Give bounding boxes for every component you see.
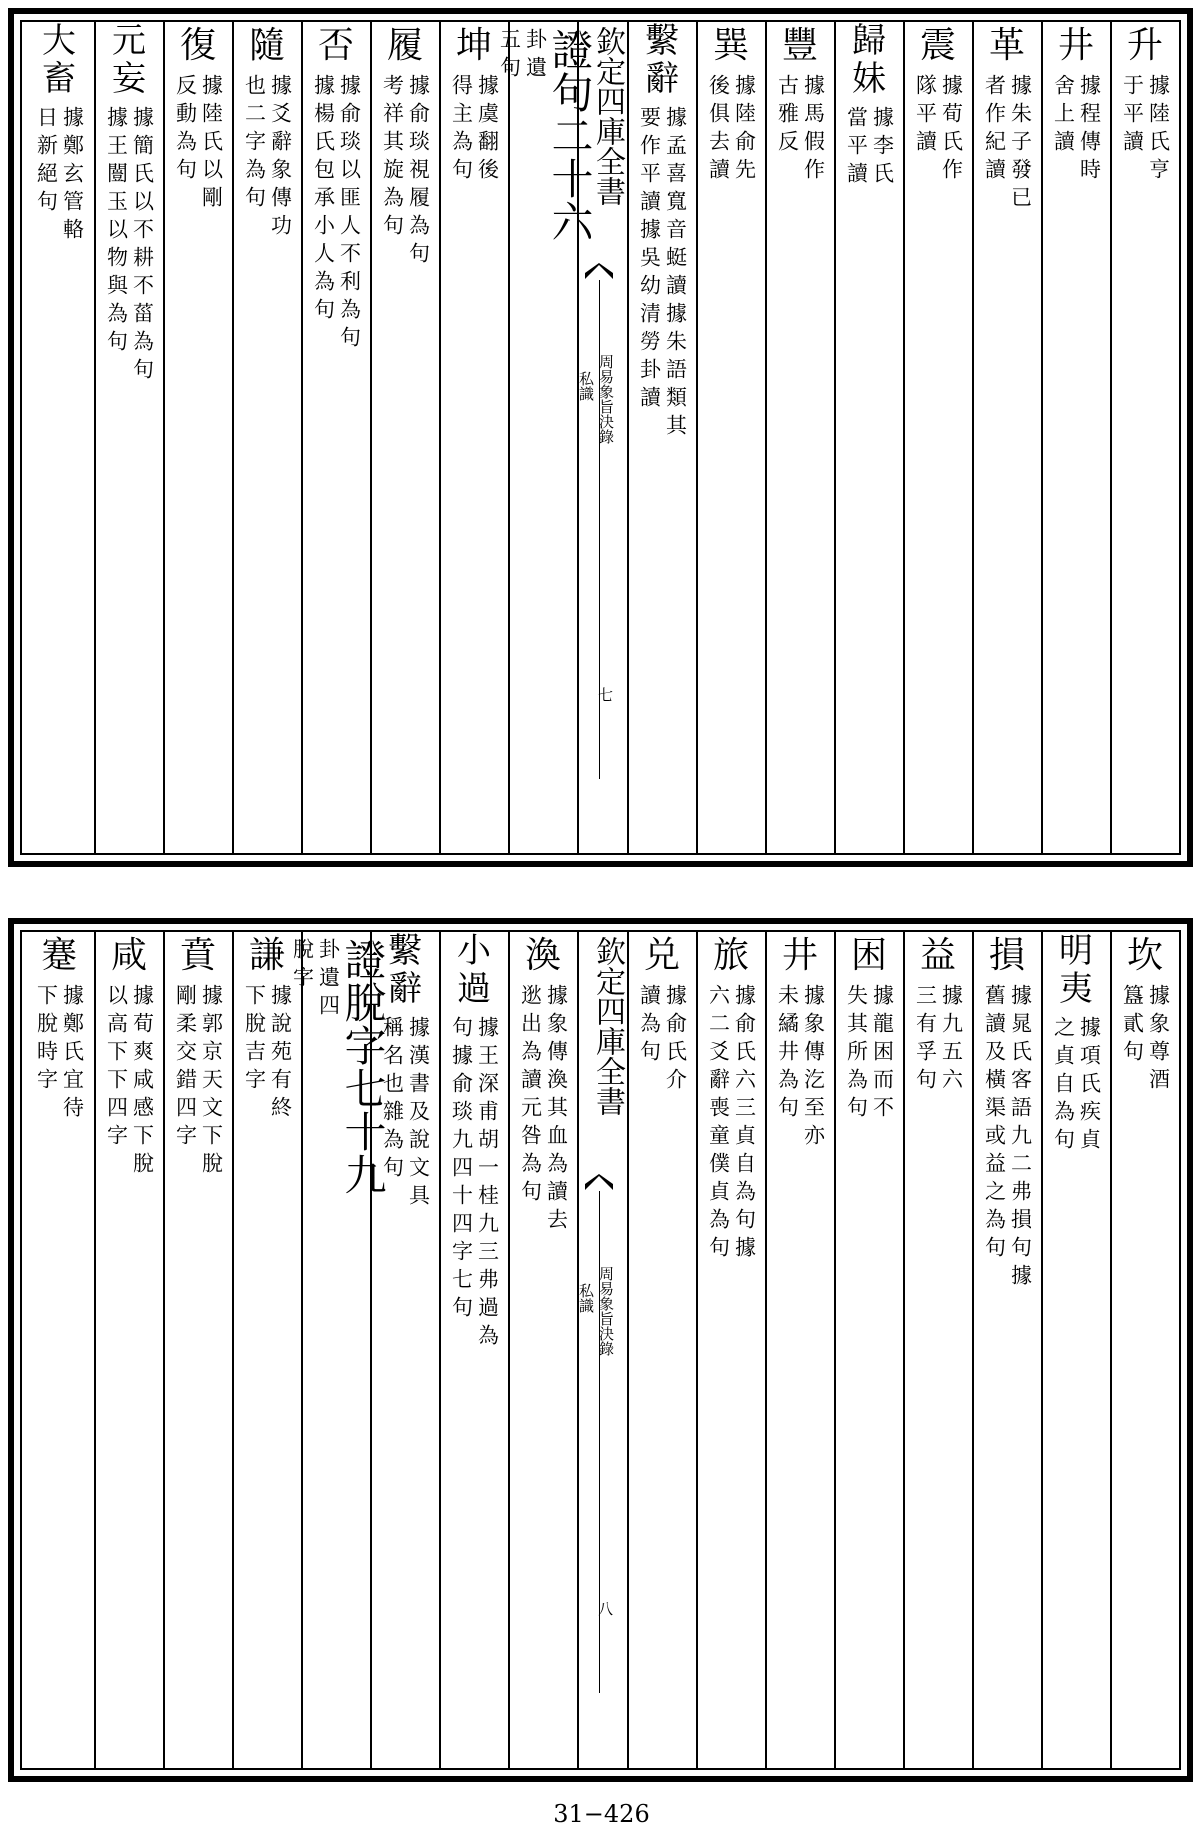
entry-column bbox=[232, 932, 301, 1768]
annotation-line: 據晁氏客語九二弗損句據 bbox=[1008, 984, 1033, 1292]
entry-column bbox=[903, 22, 972, 853]
entry-body bbox=[165, 22, 232, 853]
annotation-line: 要作平讀據吳幼清勞卦讀 bbox=[637, 106, 662, 414]
annotation bbox=[637, 100, 689, 442]
entry-body bbox=[25, 22, 94, 853]
annotation bbox=[706, 978, 758, 1264]
annotation-line: 據象傳渙其血為讀去 bbox=[544, 984, 569, 1236]
entry-body bbox=[836, 22, 903, 853]
annotation bbox=[1051, 68, 1103, 186]
annotation bbox=[34, 100, 86, 246]
annotation-line: 五句 bbox=[497, 28, 522, 84]
headword-char: 元 bbox=[112, 21, 147, 61]
annotation-line: 者作紀讀 bbox=[982, 74, 1007, 186]
entry-body bbox=[165, 932, 232, 1768]
head-vertical-stack bbox=[42, 22, 77, 98]
entry-body bbox=[905, 932, 972, 1768]
headword-char: 繫 bbox=[645, 21, 680, 61]
entry bbox=[974, 22, 1041, 853]
entry-body bbox=[767, 22, 834, 853]
annotation bbox=[104, 978, 156, 1180]
headword-char: 繫 bbox=[388, 931, 423, 971]
entry bbox=[165, 22, 232, 853]
entry bbox=[25, 932, 94, 1768]
annotation-line: 據俞琰視履為句 bbox=[406, 74, 431, 270]
entry-column bbox=[1110, 22, 1179, 853]
annotation-line: 據荀氏作 bbox=[939, 74, 964, 186]
annotation bbox=[775, 68, 827, 186]
annotation-line: 古雅反 bbox=[775, 74, 800, 158]
entry bbox=[698, 22, 765, 853]
annotation bbox=[982, 68, 1034, 214]
entry-body bbox=[372, 22, 439, 853]
annotation-line: 據陸俞先 bbox=[732, 74, 757, 186]
annotation bbox=[844, 100, 896, 190]
headword-char: 謙 bbox=[248, 935, 286, 976]
entry bbox=[836, 22, 903, 853]
entry-body bbox=[1043, 932, 1110, 1768]
entry-column bbox=[25, 22, 94, 853]
entry-column bbox=[696, 932, 765, 1768]
headword-char: 明 bbox=[1059, 931, 1094, 971]
entry bbox=[767, 22, 834, 853]
entry bbox=[303, 22, 370, 853]
entry-column bbox=[627, 932, 696, 1768]
head-vertical-stack bbox=[1059, 932, 1094, 1008]
entry-column bbox=[25, 932, 94, 1768]
entry-body bbox=[1043, 22, 1110, 853]
entry bbox=[698, 932, 765, 1768]
annotation bbox=[242, 978, 294, 1124]
entry-body bbox=[698, 932, 765, 1768]
entry bbox=[441, 932, 508, 1768]
entry-column bbox=[627, 22, 696, 853]
column-grid bbox=[20, 930, 1181, 1770]
headword-char: 咸 bbox=[110, 935, 148, 976]
annotation-line: 六二爻辭喪童僕貞為句 bbox=[706, 984, 731, 1264]
entry-body bbox=[629, 22, 696, 853]
entry-head bbox=[545, 22, 595, 853]
annotation-line: 于平讀 bbox=[1120, 74, 1145, 158]
annotation-line: 之貞自為句 bbox=[1051, 1016, 1076, 1156]
annotation bbox=[637, 978, 689, 1096]
annotation-line: 據鄭玄管輅 bbox=[60, 106, 85, 246]
annotation-line: 據楊氏包承小人為句 bbox=[311, 74, 336, 326]
headword-char: 升 bbox=[1126, 25, 1164, 66]
headword: 證脫字七十九 bbox=[338, 938, 388, 1196]
entry-body bbox=[234, 22, 301, 853]
headword-char: 賁 bbox=[179, 935, 217, 976]
annotation-line: 失其所為句 bbox=[844, 984, 869, 1124]
entry-column bbox=[301, 22, 370, 853]
headword-char: 大 bbox=[42, 21, 77, 61]
fish-tail-mark-icon bbox=[585, 1174, 613, 1190]
entry-body bbox=[1112, 22, 1179, 853]
annotation-line: 簋貳句 bbox=[1120, 984, 1145, 1068]
annotation-line: 下脫時字 bbox=[34, 984, 59, 1096]
entry-body bbox=[1112, 932, 1179, 1768]
annotation-line: 據李氏 bbox=[870, 106, 895, 190]
annotation bbox=[34, 978, 86, 1124]
headword-char: 兑 bbox=[643, 935, 681, 976]
entry-column bbox=[508, 932, 577, 1768]
book-subtitle: 周易象旨決錄 bbox=[597, 1266, 615, 1356]
headword-char: 夷 bbox=[1059, 969, 1094, 1009]
annotation-line: 以高下下四字 bbox=[104, 984, 129, 1152]
entry-body bbox=[96, 22, 163, 853]
page-frame bbox=[8, 918, 1193, 1782]
annotation-line: 當平讀 bbox=[844, 106, 869, 190]
entry-body bbox=[905, 22, 972, 853]
annotation-line: 三有孚句 bbox=[913, 984, 938, 1096]
entry bbox=[1043, 22, 1110, 853]
headword-char: 困 bbox=[850, 935, 888, 976]
head-vertical-stack bbox=[112, 22, 147, 98]
entry bbox=[836, 932, 903, 1768]
entry bbox=[629, 22, 696, 853]
page-number-footer: 31−426 bbox=[553, 1800, 650, 1828]
annotation-line: 據鄭氏宜待 bbox=[60, 984, 85, 1124]
entry-head bbox=[338, 932, 388, 1768]
entry-body bbox=[974, 22, 1041, 853]
head-vertical-stack bbox=[388, 932, 423, 1008]
page-frame bbox=[8, 8, 1193, 867]
head-vertical-stack bbox=[457, 932, 492, 1008]
headword-char: 蹇 bbox=[40, 935, 78, 976]
annotation bbox=[242, 68, 294, 242]
annotation-line: 脫字 bbox=[290, 938, 315, 994]
annotation bbox=[104, 100, 156, 386]
annotation bbox=[706, 68, 758, 186]
annotation bbox=[173, 978, 225, 1180]
entry-column bbox=[765, 22, 834, 853]
entry-column bbox=[232, 22, 301, 853]
annotation-line: 據陸氏以剛 bbox=[199, 74, 224, 214]
annotation-line: 卦遺四 bbox=[316, 938, 341, 1022]
annotation-line: 據朱子發已 bbox=[1008, 74, 1033, 214]
folio-number: 七 bbox=[596, 687, 614, 702]
entry-body bbox=[698, 22, 765, 853]
annotation-line: 據象傳汔至亦 bbox=[801, 984, 826, 1152]
entry bbox=[234, 932, 301, 1768]
entry-body bbox=[510, 932, 577, 1768]
annotation-line: 得主為句 bbox=[449, 74, 474, 186]
annotation-line: 逖出為讀元咎為句 bbox=[518, 984, 543, 1208]
annotation bbox=[449, 1010, 501, 1352]
annotation bbox=[1051, 1010, 1103, 1156]
entry-body bbox=[836, 932, 903, 1768]
annotation-line: 據項氏疾貞 bbox=[1077, 1016, 1102, 1156]
entry bbox=[1112, 22, 1179, 853]
page-top bbox=[0, 0, 1203, 875]
annotation-line: 據王深甫胡一桂九三弗過為 bbox=[475, 1016, 500, 1352]
annotation-line: 下脫吉字 bbox=[242, 984, 267, 1096]
entry-column bbox=[696, 22, 765, 853]
entry-column bbox=[1110, 932, 1179, 1768]
entry-body bbox=[96, 932, 163, 1768]
entry bbox=[25, 22, 94, 853]
annotation bbox=[775, 978, 827, 1152]
headword-char: 過 bbox=[457, 969, 492, 1009]
entry-body bbox=[441, 22, 508, 853]
annotation bbox=[982, 978, 1034, 1292]
headword-char: 巽 bbox=[712, 25, 750, 66]
annotation bbox=[518, 978, 570, 1236]
entry-column bbox=[1041, 932, 1110, 1768]
annotation-line: 據象尊酒 bbox=[1146, 984, 1171, 1096]
book-title: 欽定四庫全書 bbox=[590, 936, 625, 1116]
annotation-line: 讀為句 bbox=[637, 984, 662, 1068]
annotation bbox=[449, 68, 501, 186]
entry bbox=[974, 932, 1041, 1768]
headword-char: 畜 bbox=[42, 59, 77, 99]
annotation bbox=[1120, 978, 1172, 1096]
entry-body bbox=[974, 932, 1041, 1768]
entry bbox=[234, 22, 301, 853]
annotation bbox=[173, 68, 225, 214]
head-vertical-stack bbox=[852, 22, 887, 98]
entry bbox=[96, 932, 163, 1768]
entry-column bbox=[439, 932, 508, 1768]
annotation-line: 據孟喜寬音蜓讀據朱語類其 bbox=[663, 106, 688, 442]
annotation-line: 未繘井為句 bbox=[775, 984, 800, 1124]
annotation-line: 卦遺 bbox=[523, 28, 548, 84]
entry bbox=[96, 22, 163, 853]
annotation-line: 據馬假作 bbox=[801, 74, 826, 186]
annotation-line: 據俞琰以匪人不利為句 bbox=[337, 74, 362, 354]
annotation-line: 據虞翻後 bbox=[475, 74, 500, 186]
annotation-line: 後俱去讀 bbox=[706, 74, 731, 186]
headword-char: 革 bbox=[988, 25, 1026, 66]
annotation-line: 反動為句 bbox=[173, 74, 198, 186]
annotation-line: 據說苑有終 bbox=[268, 984, 293, 1124]
page-bottom bbox=[0, 910, 1203, 1790]
side-note: 私識 bbox=[577, 1283, 595, 1313]
annotation-line: 也二字為句 bbox=[242, 74, 267, 214]
headword-char: 復 bbox=[179, 25, 217, 66]
entry-column bbox=[765, 932, 834, 1768]
entry bbox=[905, 932, 972, 1768]
annotation-line: 稱名也雜為句 bbox=[380, 1016, 405, 1184]
entry-column bbox=[370, 22, 439, 853]
entry-body bbox=[234, 932, 301, 1768]
side-note: 私識 bbox=[577, 371, 595, 401]
entry-column bbox=[903, 932, 972, 1768]
entry-column bbox=[834, 932, 903, 1768]
headword-char: 益 bbox=[919, 935, 957, 976]
entry bbox=[372, 22, 439, 853]
entry bbox=[290, 932, 388, 1768]
book-title: 欽定四庫全書 bbox=[590, 26, 625, 206]
entry bbox=[1112, 932, 1179, 1768]
entry-body bbox=[303, 22, 370, 853]
entry-body bbox=[767, 932, 834, 1768]
headword-char: 辭 bbox=[645, 59, 680, 99]
entry-column bbox=[163, 22, 232, 853]
entry-column bbox=[1041, 22, 1110, 853]
folio-number: 八 bbox=[596, 1601, 614, 1616]
headword-char: 豐 bbox=[781, 25, 819, 66]
annotation-line: 據程傳時 bbox=[1077, 74, 1102, 186]
headword-char: 震 bbox=[919, 25, 957, 66]
annotation bbox=[380, 68, 432, 270]
annotation-line: 據漢書及說文具 bbox=[406, 1016, 431, 1212]
entry-column bbox=[94, 932, 163, 1768]
headword-char: 渙 bbox=[524, 935, 562, 976]
headword-char: 隨 bbox=[248, 25, 286, 66]
entry bbox=[767, 932, 834, 1768]
annotation-line: 據俞氏介 bbox=[663, 984, 688, 1096]
entry-body bbox=[629, 932, 696, 1768]
section-heading-column bbox=[290, 932, 388, 1768]
entry-column bbox=[834, 22, 903, 853]
headword-char: 旅 bbox=[712, 935, 750, 976]
head-vertical-stack bbox=[645, 22, 680, 98]
headword-char: 辭 bbox=[388, 969, 423, 1009]
entry-column bbox=[972, 932, 1041, 1768]
annotation-line: 考祥其旋為句 bbox=[380, 74, 405, 242]
annotation-line: 據爻辭象傳功 bbox=[268, 74, 293, 242]
annotation-line: 據荀爽咸感下脫 bbox=[130, 984, 155, 1180]
headword-char: 坤 bbox=[455, 25, 493, 66]
headword-char: 井 bbox=[1057, 25, 1095, 66]
headword-char: 坎 bbox=[1126, 935, 1164, 976]
annotation-line: 據陸氏亨 bbox=[1146, 74, 1171, 186]
annotation-line: 舊讀及橫渠或益之為句 bbox=[982, 984, 1007, 1264]
annotation-line: 據九五六 bbox=[939, 984, 964, 1096]
annotation-line: 舍上讀 bbox=[1051, 74, 1076, 158]
entry bbox=[629, 932, 696, 1768]
entry-body bbox=[441, 932, 508, 1768]
annotation-line: 隊平讀 bbox=[913, 74, 938, 158]
headword-char: 歸 bbox=[852, 21, 887, 61]
annotation-line: 據簡氏以不耕不菑為句 bbox=[130, 106, 155, 386]
entry bbox=[1043, 932, 1110, 1768]
entry bbox=[905, 22, 972, 853]
annotation bbox=[913, 978, 965, 1096]
entry bbox=[510, 932, 577, 1768]
headword-char: 小 bbox=[457, 931, 492, 971]
entry-column bbox=[94, 22, 163, 853]
annotation bbox=[1120, 68, 1172, 186]
annotation-line: 句據俞琰九四十四字七句 bbox=[449, 1016, 474, 1324]
annotation bbox=[844, 978, 896, 1124]
book-subtitle: 周易象旨決錄 bbox=[597, 354, 615, 444]
annotation-line: 據郭京天文下脫 bbox=[199, 984, 224, 1180]
headword-char: 妹 bbox=[852, 59, 887, 99]
entry bbox=[441, 22, 508, 853]
headword-char: 否 bbox=[317, 25, 355, 66]
headword-char: 損 bbox=[988, 935, 1026, 976]
center-margin-column bbox=[577, 932, 627, 1768]
entry-column bbox=[972, 22, 1041, 853]
annotation-line: 據王闓玉以物與為句 bbox=[104, 106, 129, 358]
column-grid bbox=[20, 20, 1181, 855]
headword-char: 妄 bbox=[112, 59, 147, 99]
annotation-line: 據俞氏六三貞自為句據 bbox=[732, 984, 757, 1264]
annotation-line: 日新絕句 bbox=[34, 106, 59, 218]
entry-column bbox=[163, 932, 232, 1768]
entry-column bbox=[439, 22, 508, 853]
annotation bbox=[913, 68, 965, 186]
headword: 證句二十六 bbox=[545, 28, 595, 243]
headword-char: 井 bbox=[781, 935, 819, 976]
entry-body bbox=[25, 932, 94, 1768]
annotation-line: 據龍困而不 bbox=[870, 984, 895, 1124]
entry bbox=[165, 932, 232, 1768]
headword-char: 履 bbox=[386, 25, 424, 66]
annotation bbox=[311, 68, 363, 354]
annotation-line: 剛柔交錯四字 bbox=[173, 984, 198, 1152]
